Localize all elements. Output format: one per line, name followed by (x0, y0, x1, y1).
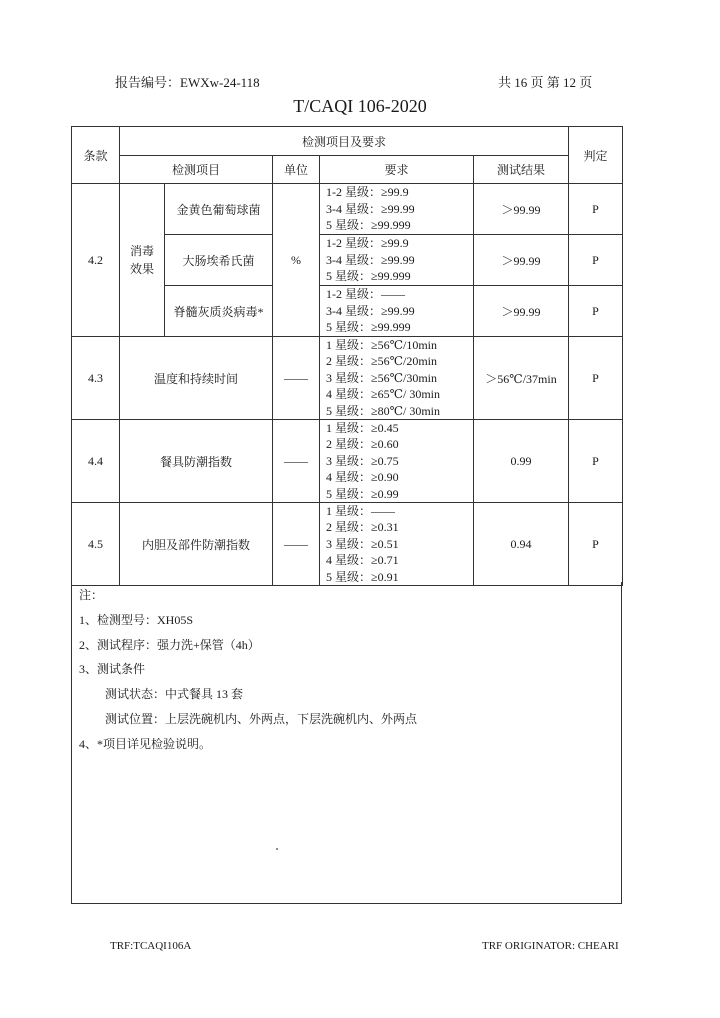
item-cell: 温度和持续时间 (120, 337, 273, 420)
requirement-line: 5 星级：≥99.999 (326, 320, 411, 335)
item-cell: 大肠埃希氏菌 (165, 235, 273, 286)
item-cell: 金黄色葡萄球菌 (165, 184, 273, 235)
judge-cell: P (569, 420, 623, 503)
unit-cell: % (273, 184, 320, 337)
header-result: 测试结果 (474, 156, 569, 184)
judge-cell: P (569, 235, 623, 286)
clause-cell: 4.2 (72, 184, 120, 337)
requirement-line: 3-4 星级：≥99.99 (326, 201, 415, 216)
report-number: 报告编号：EWXw-24-118 (115, 75, 260, 90)
result-cell: ＞99.99 (474, 184, 569, 235)
clause-cell: 4.3 (72, 337, 120, 420)
requirement-line: 1-2 星级：≥99.9 (326, 236, 409, 251)
test-results-table (71, 126, 623, 586)
requirement-line: 4 星级：≥65℃/ 30min (326, 387, 441, 402)
header-item: 检测项目 (120, 156, 273, 184)
result-cell: 0.94 (474, 503, 569, 586)
scan-speck (276, 848, 278, 850)
requirement-line: 5 星级：≥99.999 (326, 269, 411, 284)
footer-originator: TRF ORIGINATOR: CHEARI (482, 940, 619, 952)
requirement-line: 4 星级：≥0.71 (326, 553, 399, 568)
judge-cell: P (569, 184, 623, 235)
footer-form-code: TRF:TCAQI106A (110, 940, 192, 952)
result-cell: ＞99.99 (474, 286, 569, 337)
document-title: T/CAQI 106-2020 (293, 96, 427, 116)
item-cell: 内胆及部件防潮指数 (120, 503, 273, 586)
header-unit: 单位 (273, 156, 320, 184)
requirement-cell (320, 420, 474, 503)
note-item: 4、*项目详见检验说明。 (79, 737, 212, 751)
header-requirement: 要求 (320, 156, 474, 184)
notes-heading: 注： (79, 588, 104, 602)
requirement-line: 5 星级：≥80℃/ 30min (326, 403, 441, 418)
requirement-line: 3-4 星级：≥99.99 (326, 252, 415, 267)
requirement-line: 1 星级：—— (326, 504, 396, 519)
table-row (72, 503, 623, 586)
requirement-line: 1-2 星级：≥99.9 (326, 185, 409, 200)
requirement-line: 5 星级：≥0.91 (326, 569, 399, 584)
result-cell: ＞56℃/37min (474, 337, 569, 420)
note-item: 3、测试条件 (79, 662, 146, 676)
judge-cell: P (569, 503, 623, 586)
requirement-line: 3 星级：≥0.75 (326, 453, 399, 468)
unit-cell: —— (273, 337, 320, 420)
requirement-line: 3 星级：≥56℃/30min (326, 370, 438, 385)
requirement-cell (320, 286, 474, 337)
requirement-line: 4 星级：≥0.90 (326, 470, 399, 485)
requirement-line: 1 星级：≥0.45 (326, 421, 399, 436)
requirement-line: 5 星级：≥0.99 (326, 486, 399, 501)
note-item: 2、测试程序：强力洗+保管（4h） (79, 638, 260, 652)
table-row (72, 420, 623, 503)
note-subitem: 测试位置：上层洗碗机内、外两点，下层洗碗机内、外两点 (105, 712, 418, 726)
notes-section (71, 582, 622, 904)
header-judge: 判定 (569, 127, 623, 184)
requirement-cell (320, 184, 474, 235)
header-clause: 条款 (72, 127, 120, 184)
requirement-line: 2 星级：≥0.60 (326, 437, 399, 452)
requirement-line: 3 星级：≥0.51 (326, 536, 399, 551)
note-subitem: 测试状态：中式餐具 13 套 (105, 687, 244, 701)
requirement-line: 3-4 星级：≥99.99 (326, 303, 415, 318)
result-cell: 0.99 (474, 420, 569, 503)
table-row (72, 337, 623, 420)
group-cell: 消毒 效果 (120, 184, 165, 337)
note-item: 1、检测型号：XH05S (79, 613, 194, 627)
clause-cell: 4.5 (72, 503, 120, 586)
table-row (72, 184, 623, 235)
requirement-line: 2 星级：≥0.31 (326, 520, 399, 535)
item-cell: 脊髓灰质炎病毒* (165, 286, 273, 337)
requirement-cell (320, 337, 474, 420)
requirement-line: 1-2 星级：—— (326, 287, 405, 302)
clause-cell: 4.4 (72, 420, 120, 503)
requirement-line: 2 星级：≥56℃/20min (326, 354, 438, 369)
requirement-cell (320, 503, 474, 586)
item-cell: 餐具防潮指数 (120, 420, 273, 503)
unit-cell: —— (273, 420, 320, 503)
requirement-cell (320, 235, 474, 286)
requirement-line: 5 星级：≥99.999 (326, 218, 411, 233)
judge-cell: P (569, 286, 623, 337)
unit-cell: —— (273, 503, 320, 586)
result-cell: ＞99.99 (474, 235, 569, 286)
page-count: 共 16 页 第 12 页 (498, 75, 593, 90)
requirement-line: 1 星级：≥56℃/10min (326, 338, 438, 352)
header-group: 检测项目及要求 (120, 127, 569, 156)
judge-cell: P (569, 337, 623, 420)
test-results-table-wrapper (71, 126, 623, 586)
